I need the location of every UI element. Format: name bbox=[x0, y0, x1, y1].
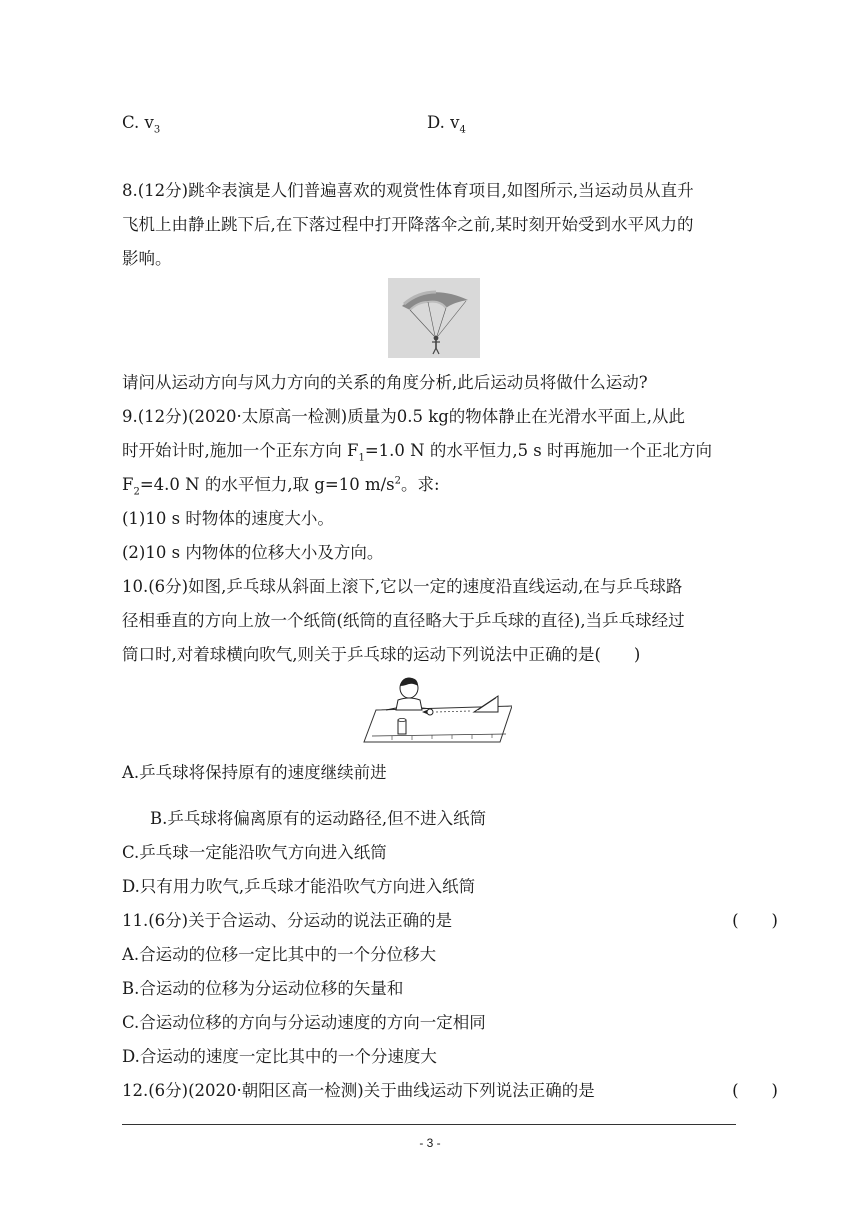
q7-options-row bbox=[122, 112, 742, 134]
q9-stem-line-3: $F_2=4.0$ N 的水平恒力,取 g=10 $m/s^2$。求: bbox=[122, 475, 440, 498]
q10-option-c: C.乒乓球一定能沿吹气方向进入纸筒 bbox=[122, 843, 387, 862]
ping-pong-figure bbox=[362, 676, 512, 746]
q9-part-2: (2)10 s 内物体的位移大小及方向。 bbox=[122, 543, 384, 562]
q10-option-d: D.只有用力吹气,乒乓球才能沿吹气方向进入纸筒 bbox=[122, 877, 476, 896]
q11-option-b: B.合运动的位移为分运动位移的矢量和 bbox=[122, 979, 404, 998]
q11-stem-row bbox=[122, 910, 778, 932]
q10-option-a: A.乒乓球将保持原有的速度继续前进 bbox=[122, 763, 387, 782]
footer-divider bbox=[122, 1124, 736, 1125]
q12-answer-paren: ( ) bbox=[732, 1081, 778, 1100]
q11-answer-paren: ( ) bbox=[732, 911, 778, 930]
q11-option-c: C.合运动位移的方向与分运动速度的方向一定相同 bbox=[122, 1013, 486, 1032]
page-number: - 3 - bbox=[419, 1136, 441, 1150]
q7-option-c: C. $v_3$ bbox=[122, 113, 161, 136]
q12-stem-row bbox=[122, 1080, 778, 1102]
q11-option-d: D.合运动的速度一定比其中的一个分速度大 bbox=[122, 1047, 437, 1066]
q10-option-b: B.乒乓球将偏离原有的运动路径,但不进入纸筒 bbox=[150, 809, 487, 828]
q8-stem-line-1: 8.(12分)跳伞表演是人们普遍喜欢的观赏性体育项目,如图所示,当运动员从直升 bbox=[122, 181, 694, 200]
q7-option-d: D. $v_4$ bbox=[427, 113, 466, 136]
q9-stem-line-2: 时开始计时,施加一个正东方向 $F_1=1.0$ N 的水平恒力,5 s 时再施加一个正北方向 bbox=[122, 441, 713, 464]
q10-stem-line-3: 筒口时,对着球横向吹气,则关于乒乓球的运动下列说法中正确的是( ) bbox=[122, 645, 641, 664]
q10-stem-line-2: 径相垂直的方向上放一个纸筒(纸筒的直径略大于乒乓球的直径),当乒乓球经过 bbox=[122, 611, 685, 630]
q12-stem: 12.(6分)(2020·朝阳区高一检测)关于曲线运动下列说法正确的是 bbox=[122, 1081, 595, 1100]
q9-stem-line-1: 9.(12分)(2020·太原高一检测)质量为0.5 kg的物体静止在光滑水平面上,从此 bbox=[122, 407, 686, 426]
parachute-figure bbox=[388, 278, 480, 358]
q11-option-a: A.合运动的位移一定比其中的一个分位移大 bbox=[122, 945, 437, 964]
q8-stem-line-3: 影响。 bbox=[122, 249, 172, 268]
q11-stem: 11.(6分)关于合运动、分运动的说法正确的是 bbox=[122, 911, 453, 930]
q8-stem-line-2: 飞机上由静止跳下后,在下落过程中打开降落伞之前,某时刻开始受到水平风力的 bbox=[122, 215, 694, 234]
q9-part-1: (1)10 s 时物体的速度大小。 bbox=[122, 509, 334, 528]
q10-stem-line-1: 10.(6分)如图,乒乓球从斜面上滚下,它以一定的速度沿直线运动,在与乒乓球路 bbox=[122, 577, 683, 596]
q8-question: 请问从运动方向与风力方向的关系的角度分析,此后运动员将做什么运动? bbox=[122, 373, 648, 392]
